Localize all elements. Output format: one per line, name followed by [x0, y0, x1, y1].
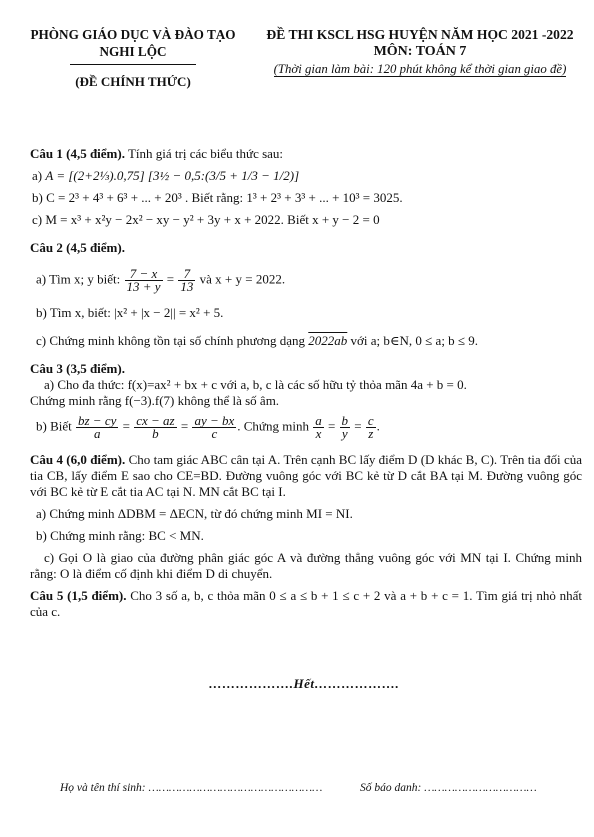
q3-b-end: . [376, 418, 380, 434]
q2-a: a) Tìm x; y biết: $\frac{7 - x}{13 + y}$ = $\frac{7}{13}$ và x + y = 2022. [36, 266, 286, 294]
q1-a-label: a) [32, 168, 43, 183]
q3-b-text: b) Biết [36, 418, 72, 434]
q5-title: Câu 5 (1,5 điểm). [30, 588, 127, 603]
q2-c-number: 2022ab [308, 333, 348, 348]
q4-a: a) Chứng minh ΔDBM = ΔECN, từ đó chứng minh MI = NI. [36, 506, 353, 521]
footer [60, 782, 580, 794]
exam-subject: MÔN: TOÁN 7 [373, 44, 467, 59]
q3-b: b) Biết $\frac{bz - cy}{a}$ = $\frac{cx - az}{b}$ = $\frac{ay - bx}{c}$ . Chứng minh $\frac{a}{x}$ = $\frac{b}{y}$ = $\frac{c}{z}$ . [36, 413, 380, 441]
exam-time-wrap [252, 60, 588, 78]
q3-b-frac4: $\frac{a}{x}$ [315, 413, 322, 441]
q3-b-frac5: $\frac{b}{y}$ [341, 413, 349, 441]
q3-b-frac6: $\frac{c}{z}$ [367, 413, 374, 441]
q2-a-tail: và x + y = 2022. [199, 271, 286, 287]
header-left [8, 26, 258, 90]
q2-a-frac-right: $\frac{7}{13}$ [180, 266, 194, 294]
end-marker: ……………….Hết………………. [208, 676, 400, 691]
q1-a [30, 168, 582, 184]
q2-c-text: c) Chứng minh không tồn tại số chính phương dạng [36, 333, 306, 348]
exam-title: ĐỀ THI KSCL HSG HUYỆN NĂM HỌC 2021 -2022 [266, 27, 574, 42]
q4-c: c) Gọi O là giao của đường phân giác góc A và đường thẳng vuông góc với MN tại I. Chứng minh rằng: O là điểm cố định khi điểm D di chuyển. [30, 550, 582, 581]
q1-c-label: c) [32, 212, 43, 227]
q5-text: Cho 3 số a, b, c thỏa mãn 0 ≤ a ≤ b + 1 ≤ c + 2 và a + b + c = 1. Tìm giá trị nhỏ nhất của c. [30, 588, 583, 619]
q2-a-text: a) Tìm x; y biết: [36, 271, 121, 287]
student-name-label: Họ và tên thí sinh: …………………………………………… [60, 782, 323, 794]
q1-a-expr: A = [(2+2⅓).0,75] [3½ − 0,5:(3/5 + 1/3 − 1/2)] [45, 168, 300, 183]
q3-b-frac3: $\frac{ay - bx}{c}$ [194, 413, 235, 441]
q2-b: b) Tìm x, biết: |x² + |x − 2|| = x² + 5. [36, 305, 224, 320]
q1-b [30, 190, 582, 206]
q3-title: Câu 3 (3,5 điểm). [30, 361, 125, 376]
q1-c [30, 212, 582, 228]
q1-intro: Tính giá trị các biểu thức sau: [127, 146, 284, 161]
q1-b-expr: C = 2³ + 4³ + 6³ + ... + 20³ . Biết rằng: 1³ + 2³ + 3³ + ... + 10³ = 3025. [46, 190, 403, 205]
department-name: PHÒNG GIÁO DỤC VÀ ĐÀO TẠO [30, 27, 236, 42]
q2-c [30, 333, 582, 349]
district-name: NGHI LỘC [99, 44, 167, 59]
q4-title: Câu 4 (6,0 điểm). [30, 452, 126, 467]
q4-intro [30, 452, 582, 500]
q3-b-frac1: $\frac{bz - cy}{a}$ [78, 413, 117, 441]
q3-a2: Chứng minh rằng f(−3).f(7) không thể là số âm. [30, 393, 280, 408]
q1-title: Câu 1 (4,5 điểm). [30, 146, 125, 161]
q1-c-expr: M = x³ + x²y − 2x² − xy − y² + 3y + x + 2022. Biết x + y − 2 = 0 [45, 212, 380, 227]
q5 [30, 588, 582, 620]
q3-a: a) Cho đa thức: f(x)=ax² + bx + c với a, b, c là các số hữu tỷ thỏa mãn 4a + b = 0. [44, 377, 467, 392]
q3-b-frac2: $\frac{cx - az}{b}$ [136, 413, 175, 441]
exam-time: (Thời gian làm bài: 120 phút không kể thời gian giao đề) [273, 62, 567, 76]
q4-b: b) Chứng minh rằng: BC < MN. [36, 528, 204, 543]
q2-title: Câu 2 (4,5 điểm). [30, 240, 125, 255]
q2-a-frac-left: $\frac{7 - x}{13 + y}$ [126, 266, 161, 294]
header-right [252, 26, 588, 78]
student-id-label: Số báo danh: …………………………… [360, 782, 537, 794]
official-mark: (ĐỀ CHÍNH THỨC) [75, 74, 191, 89]
exam-body [30, 146, 582, 620]
q3-b-mid: . Chứng minh [237, 418, 309, 434]
q1-b-label: b) [32, 190, 43, 205]
q1-heading [30, 146, 582, 162]
header-divider [70, 64, 196, 65]
q4-p1: Cho tam giác ABC cân tại A. Trên cạnh BC lấy điểm D (D khác B, C). Trên tia đối của tia CB, lấy điểm E sao cho CE=BD. Đường vuông góc với BC kẻ từ D cắt BA tại M. Đường vuông góc với BC kẻ từ E cắt tia AC tại N. MN cắt BC tại I. [30, 452, 583, 499]
q2-c-tail: với a; b∈N, 0 ≤ a; b ≤ 9. [350, 333, 479, 348]
